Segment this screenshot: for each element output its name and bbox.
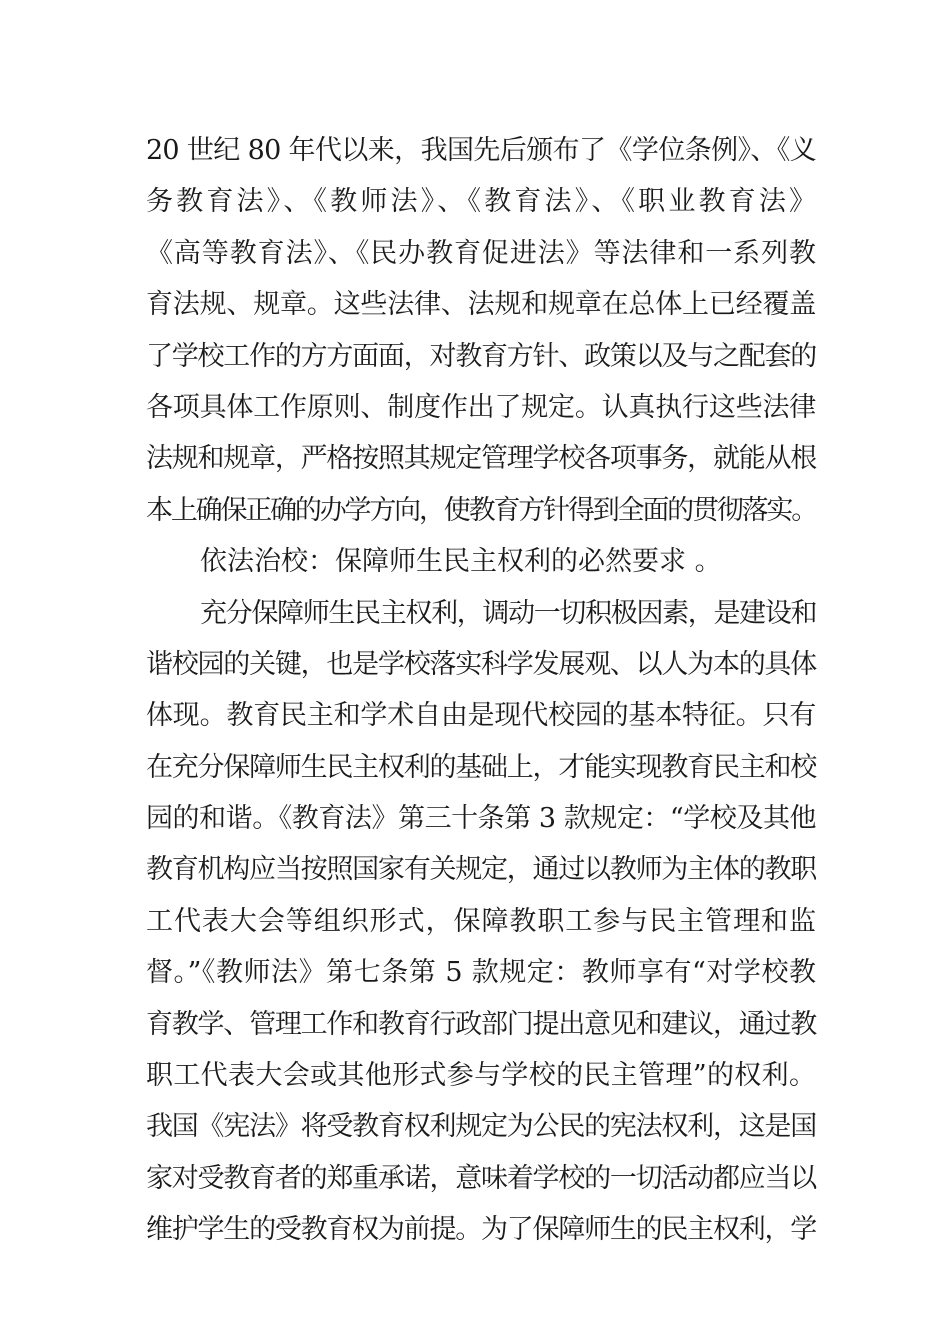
text-line: 充分保障师生民主权利，调动一切积极因素，是建设和 [200,597,816,629]
text-line: 职工代表大会或其他形式参与学校的民主管理”的权利。 [146,1060,816,1092]
text-line: 法规和规章，严格按照其规定管理学校各项事务，就能从根 [146,443,816,475]
text-line: 各项具体工作原则、制度作出了规定。认真执行这些法律 [146,391,816,423]
text-line: 在充分保障师生民主权利的基础上，才能实现教育民主和校 [146,751,816,783]
text-line: 《高等教育法》、《民办教育促进法》等法律和一系列教 [146,237,816,269]
text-line: 本上确保正确的办学方向，使教育方针得到全面的贯彻落实。 [146,494,816,526]
section-heading: 依法治校：保障师生民主权利的必然要求 。 [200,546,722,578]
text-line: 维护学生的受教育权为前提。为了保障师生的民主权利，学 [146,1214,816,1246]
text-line: 体现。教育民主和学术自由是现代校园的基本特征。只有 [146,700,816,732]
text-line: 育法规、规章。这些法律、法规和规章在总体上已经覆盖 [146,289,816,321]
text-line: 20 世纪 80 年代以来，我国先后颁布了《学位条例》、《义 [146,135,816,166]
text-line: 我国《宪法》将受教育权利规定为公民的宪法权利，这是国 [146,1111,816,1143]
text-line: 谐校园的关键，也是学校落实科学发展观、以人为本的具体 [146,648,816,680]
text-line: 督。”《教师法》第七条第 5 款规定：教师享有“对学校教 [146,957,816,989]
text-line: 了学校工作的方方面面，对教育方针、政策以及与之配套的 [146,340,816,372]
text-line: 工代表大会等组织形式，保障教职工参与民主管理和监 [146,905,816,937]
text-line: 育教学、管理工作和教育行政部门提出意见和建议，通过教 [146,1008,816,1040]
text-line: 家对受教育者的郑重承诺，意味着学校的一切活动都应当以 [146,1162,816,1194]
text-line: 教育机构应当按照国家有关规定，通过以教师为主体的教职 [146,854,816,886]
text-line: 园的和谐。《教育法》第三十条第 3 款规定：“学校及其他 [146,803,816,835]
body-text [146,125,816,1256]
text-line: 务教育法》、《教师法》、《教育法》、《职业教育法》 [146,186,816,218]
